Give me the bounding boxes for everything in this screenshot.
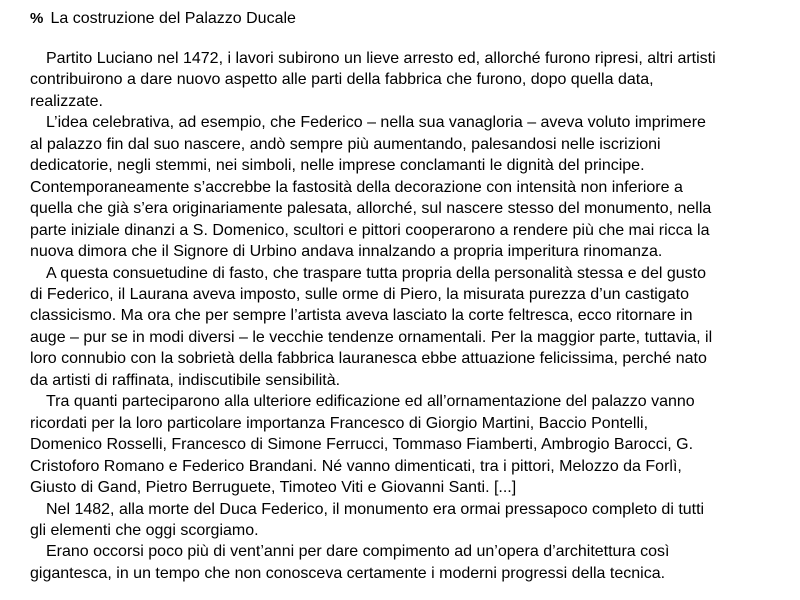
document-body bbox=[30, 48, 800, 584]
percent-icon: % bbox=[30, 10, 44, 27]
paragraph-2: L’idea celebrativa, ad esempio, che Federico – nella sua vanagloria – aveva voluto imprimere al palazzo fin dal suo nascere, andò sempre più aumentando, palesandosi nelle iscrizioni dedicatorie, negli stemmi, nei simboli, nelle imprese conclamanti le dignità del principe. Contemporaneamente s’accrebbe la fastosità della decorazione con intensità non inferiore a quella che già s’era originariamente palesata, allorché, sul nascere stesso del monumento, nella parte iniziale dinanzi a S. Domenico, scultori e pittori cooperarono a rendere più che mai ricca la nuova dimora che il Signore di Urbino andava innalzando a propria imperitura rinomanza. bbox=[30, 114, 712, 261]
paragraph-3: A questa consuetudine di fasto, che traspare tutta propria della personalità stessa e del gusto di Federico, il Laurana aveva imposto, sulle orme di Piero, la misurata purezza d’un castigato classicismo. Ma ora che per sempre l’artista aveva lasciato la corte feltresca, ecco ritornare in auge – pur se in modi diversi – le vecchie tendenze ornamentali. Per la maggior parte, tuttavia, il loro connubio con la sobrietà della fabbrica lauranesca ebbe attuazione felicissima, perché nato da artisti di raffinata, indiscutibile sensibilità. bbox=[30, 264, 713, 389]
paragraph-6: Erano occorsi poco più di vent’anni per dare compimento ad un’opera d’architettura così gigantesca, in un tempo che non conosceva certamente i moderni progressi della tecnica. bbox=[30, 543, 670, 582]
paragraph-4: Tra quanti parteciparono alla ulteriore edificazione ed all’ornamentazione del palazzo vanno ricordati per la loro particolare importanza Francesco di Giorgio Martini, Baccio Pontelli, Domenico Rosselli, Francesco di Simone Ferrucci, Tommaso Fiamberti, Ambrogio Barocci, G. Cristoforo Romano e Federico Brandani. Né vanno dimenticati, tra i pittori, Melozzo da Forlì, Giusto di Gand, Pietro Berruguete, Timoteo Viti e Giovanni Santi. [...] bbox=[30, 393, 695, 497]
document-title-row bbox=[30, 9, 296, 29]
document-title: La costruzione del Palazzo Ducale bbox=[50, 10, 296, 27]
paragraph-1: Partito Luciano nel 1472, i lavori subirono un lieve arresto ed, allorché furono ripresi, altri artisti contribuirono a dare nuovo aspetto alle parti della fabbrica che furono, dopo quella data, realizzate. bbox=[30, 50, 716, 110]
paragraph-5: Nel 1482, alla morte del Duca Federico, il monumento era ormai pressapoco completo di tutti gli elementi che oggi scorgiamo. bbox=[30, 500, 705, 539]
